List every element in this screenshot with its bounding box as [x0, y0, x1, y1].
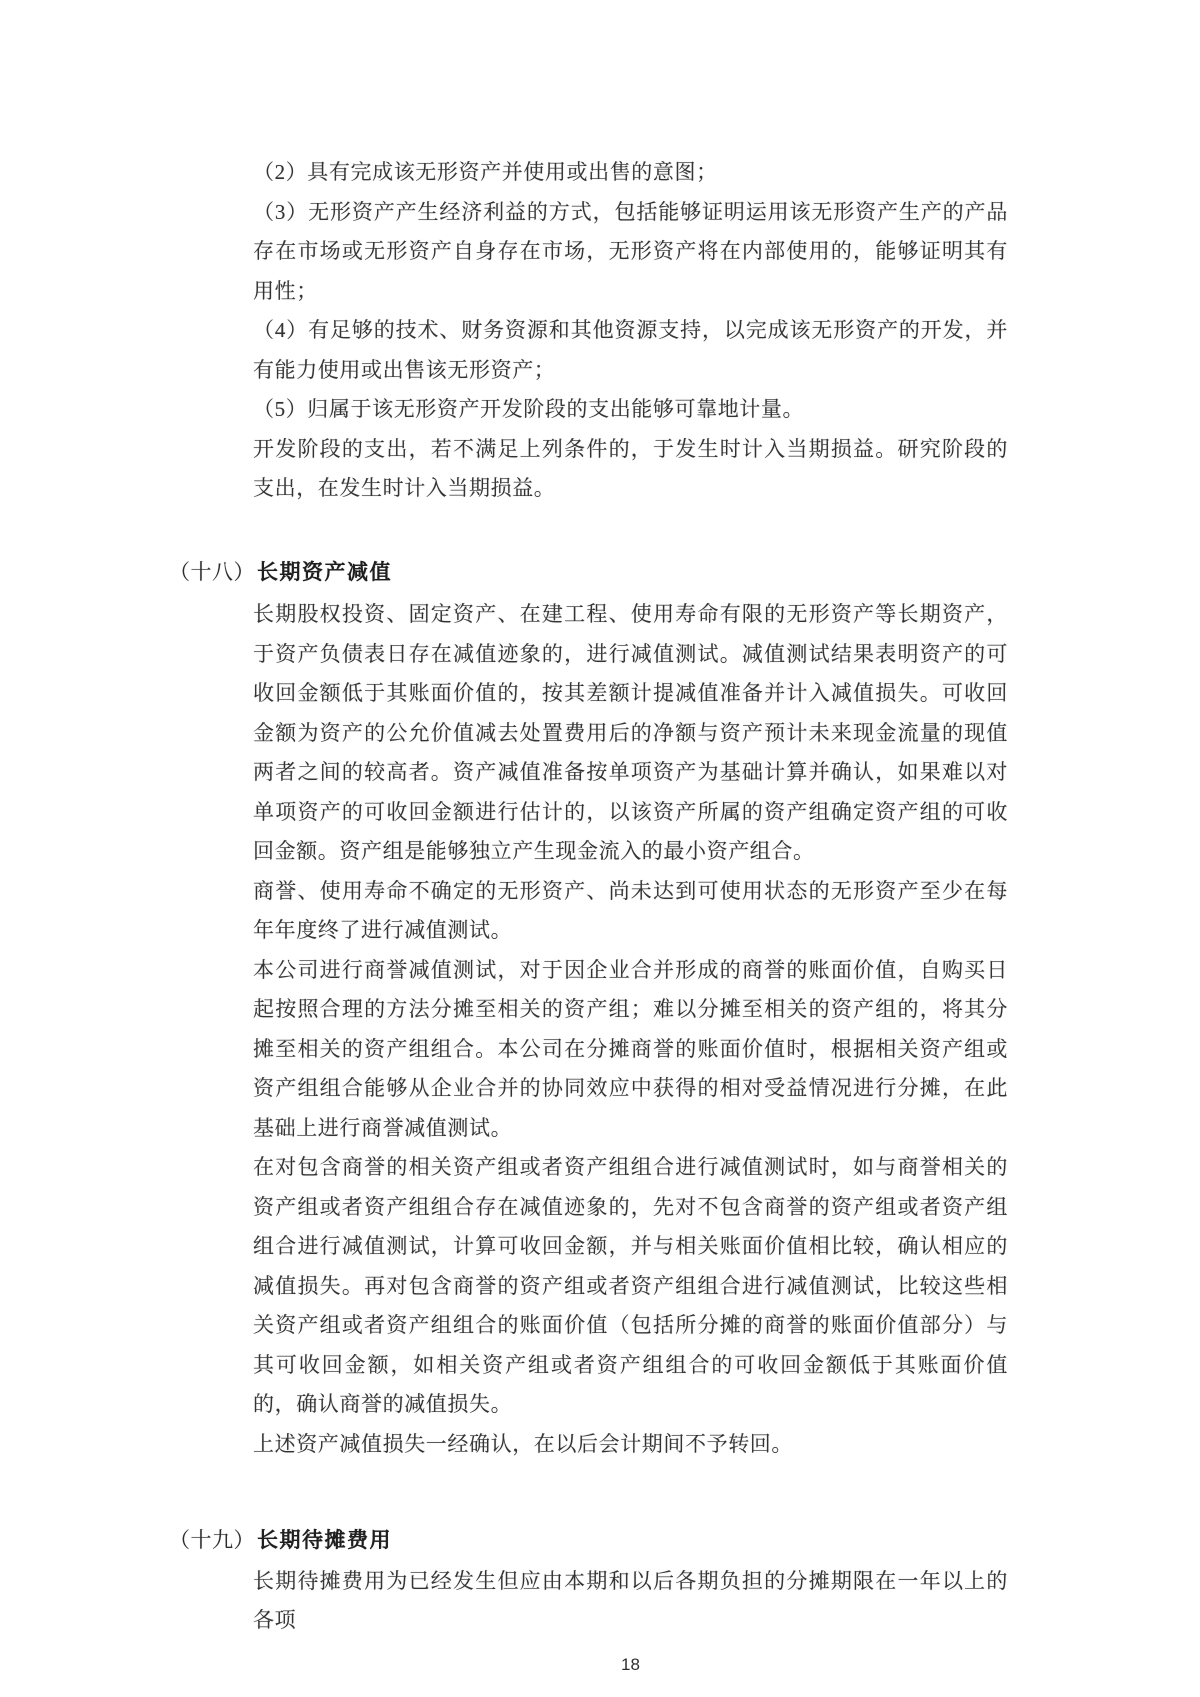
text-column	[169, 153, 1008, 1677]
section-title: 长期资产减值	[257, 560, 392, 584]
paragraph: （2）具有完成该无形资产并使用或出售的意图；	[253, 160, 718, 184]
paragraph: （4）有足够的技术、财务资源和其他资源支持，以完成该无形资产的开发，并有能力使用或出售该无形资产；	[253, 318, 1008, 382]
paragraph: 在对包含商誉的相关资产组或者资产组组合进行减值测试时，如与商誉相关的资产组或者资产组组合存在减值迹象的，先对不包含商誉的资产组或者资产组组合进行减值测试，计算可收回金额，并与相关账面价值相比较，确认相应的减值损失。再对包含商誉的资产组或者资产组组合进行减值测试，比较这些相关资产组或者资产组组合的账面价值（包括所分摊的商誉的账面价值部分）与其可收回金额，如相关资产组或者资产组组合的可收回金额低于其账面价值的，确认商誉的减值损失。	[253, 1155, 1008, 1416]
section-number: （十八）	[169, 559, 255, 584]
intro-block	[253, 153, 1008, 509]
paragraph: 上述资产减值损失一经确认，在以后会计期间不予转回。	[253, 1431, 793, 1456]
paragraph: 长期股权投资、固定资产、在建工程、使用寿命有限的无形资产等长期资产，于资产负债表日存在减值迹象的，进行减值测试。减值测试结果表明资产的可收回金额低于其账面价值的，按其差额计提减值准备并计入减值损失。可收回金额为资产的公允价值减去处置费用后的净额与资产预计未来现金流量的现值两者之间的较高者。资产减值准备按单项资产为基础计算并确认，如果难以对单项资产的可收回金额进行估计的，以该资产所属的资产组确定资产组的可收回金额。资产组是能够独立产生现金流入的最小资产组合。	[253, 602, 1008, 863]
paragraph: （5）归属于该无形资产开发阶段的支出能够可靠地计量。	[253, 397, 805, 421]
paragraph: 开发阶段的支出，若不满足上列条件的，于发生时计入当期损益。研究阶段的支出，在发生时计入当期损益。	[253, 436, 1008, 500]
section-number: （十九）	[169, 1528, 255, 1552]
section-long-term-deferred-expenses	[169, 1521, 1008, 1641]
paragraph: 本公司进行商誉减值测试，对于因企业合并形成的商誉的账面价值，自购买日起按照合理的方法分摊至相关的资产组；难以分摊至相关的资产组的，将其分摊至相关的资产组组合。本公司在分摊商誉的账面价值时，根据相关资产组或资产组组合能够从企业合并的协同效应中获得的相对受益情况进行分摊，在此基础上进行商誉减值测试。	[253, 957, 1008, 1140]
section-long-term-asset-impairment	[169, 553, 1008, 1465]
section-title: 长期待摊费用	[257, 1529, 392, 1552]
section-heading	[169, 553, 1008, 593]
paragraph: （3）无形资产产生经济利益的方式，包括能够证明运用该无形资产生产的产品存在市场或无形资产自身存在市场，无形资产将在内部使用的，能够证明其有用性；	[253, 199, 1008, 303]
page-number: 18	[621, 1654, 640, 1674]
section-heading	[169, 1521, 1008, 1561]
paragraph: 商誉、使用寿命不确定的无形资产、尚未达到可使用状态的无形资产至少在每年年度终了进行减值测试。	[253, 878, 1008, 942]
paragraph: 长期待摊费用为已经发生但应由本期和以后各期负担的分摊期限在一年以上的各项	[253, 1568, 1008, 1632]
